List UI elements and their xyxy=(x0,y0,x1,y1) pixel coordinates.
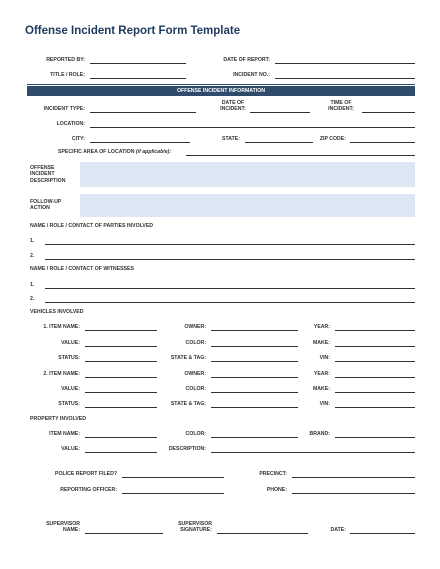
witnesses-number-2: 2. xyxy=(30,296,35,302)
parties-field-2[interactable] xyxy=(45,259,415,260)
zip-code-label: ZIP CODE: xyxy=(319,136,346,142)
signoff-date-field[interactable] xyxy=(350,533,415,534)
supervisor-name-label-2: NAME: xyxy=(62,527,80,533)
supervisor-signature-field[interactable] xyxy=(217,533,308,534)
location-field[interactable] xyxy=(90,127,415,128)
date-of-report-field[interactable] xyxy=(275,63,415,64)
vehicle2-owner-label: OWNER: xyxy=(184,371,206,377)
follow-up-action-box[interactable] xyxy=(80,194,415,217)
vehicle2-year-label: YEAR: xyxy=(313,371,330,377)
time-of-incident-field[interactable] xyxy=(362,112,415,113)
vehicle1-item-name-label: 1. ITEM NAME: xyxy=(43,324,80,330)
witnesses-field-2[interactable] xyxy=(45,302,415,303)
vehicle2-color-field[interactable] xyxy=(211,392,298,393)
reported-by-field[interactable] xyxy=(90,63,186,64)
parties-field-1[interactable] xyxy=(45,244,415,245)
witnesses-number-1: 1. xyxy=(30,282,35,288)
title-role-label: TITLE / ROLE: xyxy=(50,72,85,78)
vehicle2-state-tag-field[interactable] xyxy=(211,407,298,408)
property-color-field[interactable] xyxy=(211,437,298,438)
vehicle2-value-field[interactable] xyxy=(85,392,157,393)
vehicle1-make-label: MAKE: xyxy=(312,340,330,346)
vehicle1-color-field[interactable] xyxy=(211,346,298,347)
vehicle1-make-field[interactable] xyxy=(335,346,415,347)
property-value-label: VALUE: xyxy=(61,446,80,452)
vehicle2-vin-label: VIN: xyxy=(319,401,330,407)
date-of-incident-label-2: INCIDENT: xyxy=(220,106,246,112)
property-brand-label: BRAND: xyxy=(309,431,330,437)
property-brand-field[interactable] xyxy=(335,437,415,438)
description-label-2: INCIDENT xyxy=(30,171,55,177)
vehicle1-value-field[interactable] xyxy=(85,346,157,347)
if-applicable-note: (if applicable): xyxy=(135,149,172,155)
property-color-label: COLOR: xyxy=(185,431,206,437)
vehicle2-owner-field[interactable] xyxy=(211,377,298,378)
vehicle2-make-label: MAKE: xyxy=(312,386,330,392)
vehicle1-vin-field[interactable] xyxy=(335,361,415,362)
signoff-date-label: DATE: xyxy=(330,527,346,533)
vehicle1-state-tag-label: STATE & TAG: xyxy=(170,355,206,361)
incident-no-field[interactable] xyxy=(275,78,415,79)
section-divider xyxy=(27,84,415,85)
vehicle1-year-label: YEAR: xyxy=(313,324,330,330)
specific-area-field[interactable] xyxy=(186,155,415,156)
vehicle1-value-label: VALUE: xyxy=(61,340,80,346)
witnesses-heading: NAME / ROLE / CONTACT OF WITNESSES xyxy=(30,266,134,272)
vehicle2-status-label: STATUS: xyxy=(58,401,80,407)
vehicle1-owner-label: OWNER: xyxy=(184,324,206,330)
state-field[interactable] xyxy=(245,142,313,143)
date-of-incident-field[interactable] xyxy=(250,112,310,113)
supervisor-name-label-1: SUPERVISOR xyxy=(46,521,80,527)
vehicle2-state-tag-label: STATE & TAG: xyxy=(170,401,206,407)
vehicle2-item-name-label: 2. ITEM NAME: xyxy=(43,371,80,377)
vehicle2-item-name-field[interactable] xyxy=(85,377,157,378)
time-of-incident-label-1: TIME OF xyxy=(330,100,352,106)
vehicles-heading: VEHICLES INVOLVED xyxy=(30,309,84,315)
witnesses-field-1[interactable] xyxy=(45,288,415,289)
vehicle1-status-label: STATUS: xyxy=(58,355,80,361)
vehicle2-color-label: COLOR: xyxy=(185,386,206,392)
specific-area-label: SPECIFIC AREA OF LOCATION (if applicable): xyxy=(58,149,172,155)
property-heading: PROPERTY INVOLVED xyxy=(30,416,87,422)
vehicle1-owner-field[interactable] xyxy=(211,330,298,331)
property-item-name-field[interactable] xyxy=(85,437,157,438)
vehicle2-vin-field[interactable] xyxy=(335,407,415,408)
date-of-incident-label-1: DATE OF xyxy=(221,100,245,106)
incident-description-box[interactable] xyxy=(80,162,415,187)
date-of-report-label: DATE OF REPORT: xyxy=(223,57,270,63)
police-report-filed-label: POLICE REPORT FILED? xyxy=(55,471,117,477)
location-label: LOCATION: xyxy=(56,121,85,127)
phone-field[interactable] xyxy=(292,493,415,494)
reporting-officer-field[interactable] xyxy=(122,493,224,494)
title-role-field[interactable] xyxy=(90,78,186,79)
incident-type-field[interactable] xyxy=(90,112,196,113)
vehicle2-value-label: VALUE: xyxy=(61,386,80,392)
city-label: CITY: xyxy=(71,136,85,142)
follow-up-label-2: ACTION xyxy=(30,205,50,211)
vehicle1-vin-label: VIN: xyxy=(319,355,330,361)
reporting-officer-label: REPORTING OFFICER: xyxy=(60,487,117,493)
precinct-field[interactable] xyxy=(292,477,415,478)
precinct-label: PRECINCT: xyxy=(259,471,287,477)
follow-up-label-1: FOLLOW-UP xyxy=(30,199,62,205)
vehicle1-color-label: COLOR: xyxy=(185,340,206,346)
supervisor-name-field[interactable] xyxy=(85,533,163,534)
page-title: Offense Incident Report Form Template xyxy=(25,25,241,37)
property-value-field[interactable] xyxy=(85,452,157,453)
police-report-filed-field[interactable] xyxy=(122,477,224,478)
vehicle1-status-field[interactable] xyxy=(85,361,157,362)
vehicle2-year-field[interactable] xyxy=(335,377,415,378)
parties-number-1: 1. xyxy=(30,238,35,244)
supervisor-signature-label-1: SUPERVISOR xyxy=(178,521,212,527)
property-description-field[interactable] xyxy=(211,452,415,453)
time-of-incident-label-2: INCIDENT: xyxy=(328,106,354,112)
property-item-name-label: ITEM NAME: xyxy=(49,431,80,437)
vehicle1-item-name-field[interactable] xyxy=(85,330,157,331)
parties-number-2: 2. xyxy=(30,253,35,259)
description-label-3: DESCRIPTION xyxy=(30,178,66,184)
vehicle2-make-field[interactable] xyxy=(335,392,415,393)
parties-heading: NAME / ROLE / CONTACT OF PARTIES INVOLVED xyxy=(30,223,154,229)
city-field[interactable] xyxy=(90,142,190,143)
property-description-label: DESCRIPTION: xyxy=(168,446,206,452)
phone-label: PHONE: xyxy=(266,487,287,493)
zip-code-field[interactable] xyxy=(350,142,415,143)
incident-no-label: INCIDENT NO.: xyxy=(233,72,270,78)
incident-type-label: INCIDENT TYPE: xyxy=(43,106,85,112)
vehicle2-status-field[interactable] xyxy=(85,407,157,408)
vehicle1-year-field[interactable] xyxy=(335,330,415,331)
section-band: OFFENSE INCIDENT INFORMATION xyxy=(27,86,415,96)
reported-by-label: REPORTED BY: xyxy=(46,57,85,63)
vehicle1-state-tag-field[interactable] xyxy=(211,361,298,362)
description-label-1: OFFENSE xyxy=(30,165,55,171)
state-label: STATE: xyxy=(222,136,240,142)
supervisor-signature-label-2: SIGNATURE: xyxy=(180,527,212,533)
